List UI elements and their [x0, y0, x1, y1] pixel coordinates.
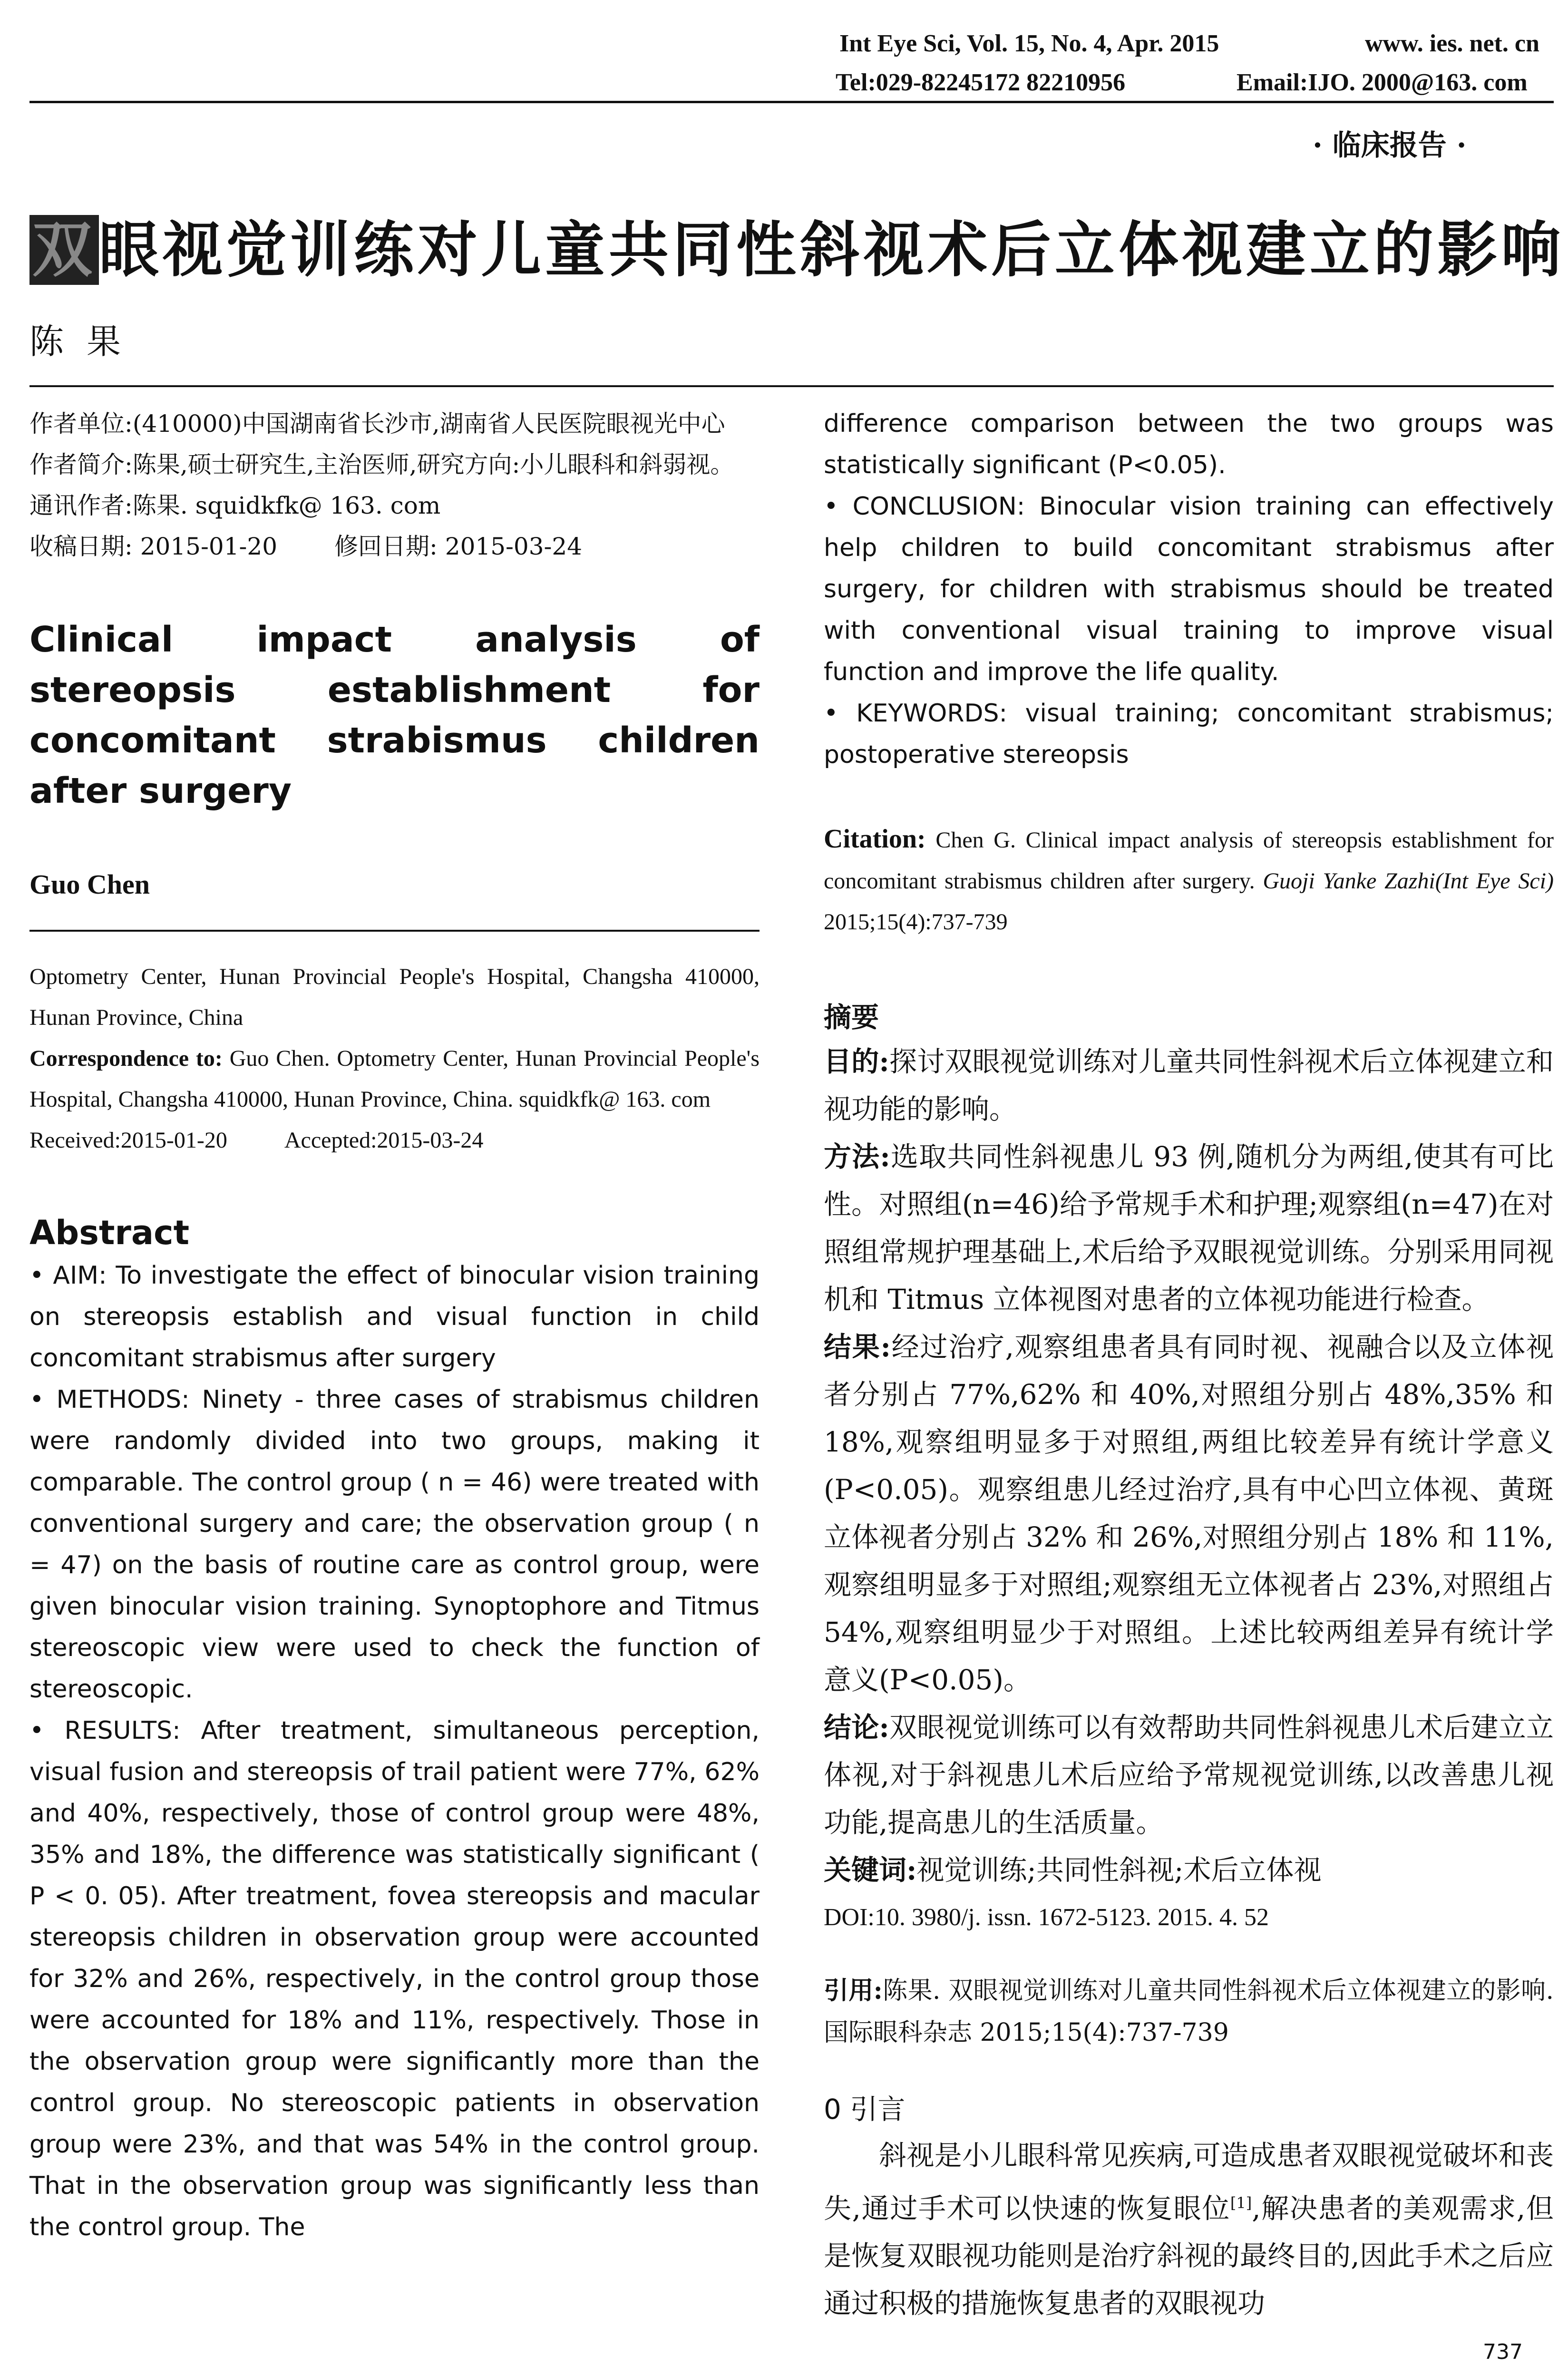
affiliation-cn [29, 403, 760, 567]
abstract-cn-keywords [824, 1846, 1554, 1894]
author-rule [29, 930, 760, 932]
correspondence-en [29, 1038, 760, 1120]
abstract-heading: Abstract [29, 1213, 190, 1252]
intro-heading: 0 引言 [824, 2093, 906, 2125]
purpose-label: 目的: [824, 1045, 889, 1078]
keywords-label: 关键词: [824, 1854, 917, 1886]
abstract-methods: • METHODS: Ninety - three cases of strabismus children were randomly divided into two groups, making it comparable. The control group ( n = 46) were treated with conventional surgery and care; the observation group ( n = 47) on the basis of routine care as control group, were given binocular vision training. Synoptophore and Titmus stereoscopic view were used to check the function of stereoscopic. [29, 1385, 760, 1704]
result-label: 结果: [824, 1331, 891, 1363]
abstract-conclusion: • CONCLUSION: Binocular vision training can effectively help children to build concomitant strabismus after surgery, for children with strabismus should be treated with conventional visual training to improve visual function and improve the life quality. [824, 492, 1554, 686]
page-title [29, 202, 1565, 288]
citation-journal: Guoji Yanke Zazhi(Int Eye Sci) [1263, 868, 1554, 894]
cite-text: 陈果. 双眼视觉训练对儿童共同性斜视术后立体视建立的影响. 国际眼科杂志 2015;15(4):737-739 [824, 1977, 1554, 2047]
english-title: Clinical impact analysis of stereopsis establishment for concomitant strabismus children after surgery [29, 619, 760, 811]
corr-text: Guo Chen. Optometry Center, Hunan Provincial People's Hospital, Changsha 410000, Hunan Province, China. squidkfk@ 163. com [29, 1046, 760, 1112]
result-text: 经过治疗,观察组患者具有同时视、视融合以及立体视者分别占 77%,62% 和 40%,对照组分别占 48%,35% 和 18%,观察组明显多于对照组,两组比较差异有统计学意义(P<0.05)。观察组患儿经过治疗,具有中心凹立体视、黄斑立体视者分别占 32% 和 26%,对照组分别占 18% 和 11%,观察组明显多于对照组;观察组无立体视者占 23%,对照组占 54%,观察组明显少于对照组。上述比较两组差异有统计学意义(P<0.05)。 [824, 1331, 1554, 1696]
affiliation-en: Optometry Center, Hunan Provincial People's Hospital, Changsha 410000, Hunan Province, China [29, 964, 760, 1030]
purpose-text: 探讨双眼视觉训练对儿童共同性斜视术后立体视建立和视功能的影响。 [824, 1045, 1554, 1125]
journal-website: www. ies. net. cn [1365, 30, 1539, 57]
accepted-en: Accepted:2015-03-24 [284, 1128, 484, 1153]
citation-cn [824, 1970, 1554, 2054]
abstract-cn-conclusion [824, 1704, 1554, 1846]
abstract-cn-method [824, 1133, 1554, 1323]
intro-text-2: ,解决患者的美观需求,但是恢复双眼视功能则是治疗斜视的最终目的,因此手术之后应通过积极的措施恢复患者的双眼视功 [824, 2192, 1554, 2320]
abstract-aim: • AIM: To investigate the effect of binocular vision training on stereopsis establish and visual function in child concomitant strabismus after surgery [29, 1261, 760, 1373]
citation-text: Chen G. Clinical impact analysis of stereopsis establishment for concomitant strabismus children after surgery. [824, 828, 1554, 894]
dates-en [29, 1120, 760, 1161]
page-number: 737 [1483, 2340, 1523, 2364]
method-text: 选取共同性斜视患儿 93 例,随机分为两组,使其有可比性。对照组(n=46)给予常规手术和护理;观察组(n=47)在对照组常规护理基础上,术后给予双眼视觉训练。分别采用同视机和 Titmus 立体视图对患者的立体视功能进行检查。 [824, 1140, 1554, 1315]
corr-cn-line: 通讯作者:陈果. squidkfk@ 163. com [29, 492, 441, 519]
abstract-cn-purpose [824, 1038, 1554, 1133]
citation-en [824, 818, 1554, 943]
intro-text-1: 斜视是小儿眼科常见疾病,可造成患者双眼视觉破坏和丧失,通过手术可以快速的恢复眼位 [824, 2139, 1554, 2225]
abstract-cn-heading: 摘要 [824, 1001, 879, 1033]
citation-tail: 2015;15(4):737-739 [824, 909, 1008, 935]
intro-paragraph [824, 2132, 1554, 2327]
section-tag: · 临床报告 · [1313, 129, 1467, 162]
header-rule [29, 101, 1554, 103]
abstract-cn-result [824, 1323, 1554, 1704]
doi: DOI:10. 3980/j. issn. 1672-5123. 2015. 4. 52 [824, 1904, 1269, 1931]
revised-cn: 修回日期: 2015-03-24 [334, 533, 583, 560]
title-rest: 眼视觉训练对儿童共同性斜视术后立体视建立的影响 [99, 215, 1565, 285]
results-continued: difference comparison between the two groups was statistically significant (P<0.05). [824, 409, 1554, 479]
title-rule [29, 385, 1554, 387]
title-first-char: 双 [29, 215, 99, 285]
journal-line: Int Eye Sci, Vol. 15, No. 4, Apr. 2015 [839, 30, 1219, 57]
keywords-text: 视觉训练;共同性斜视;术后立体视 [916, 1854, 1322, 1886]
conclusion-text: 双眼视觉训练可以有效帮助共同性斜视患儿术后建立立体视,对于斜视患儿术后应给予常规视觉训练,以改善患儿视功能,提高患儿的生活质量。 [824, 1711, 1554, 1839]
left-column [29, 403, 760, 2248]
intro-reference[interactable]: [1] [1230, 2194, 1252, 2212]
right-column [824, 403, 1554, 2327]
conclusion-label: 结论: [824, 1711, 889, 1744]
tel-line: Tel:029-82245172 82210956 [836, 69, 1126, 96]
abstract-results: • RESULTS: After treatment, simultaneous perception, visual fusion and stereopsis of trail patient were 77%, 62% and 40%, respectively, those of control group were 48%, 35% and 18%, the difference was statistically significant ( P < 0. 05). After treatment, fovea stereopsis and macular stereopsis children in observation group were accounted for 32% and 26%, respectively, in the control group those were accounted for 18% and 11%, respectively. Those in the observation group were significantly more than the control group. No stereoscopic patients in observation group were 23%, and that was 54% in the control group. That in the observation group was significantly less than the control group. The [29, 1716, 760, 2241]
abstract-keywords: • KEYWORDS: visual training; concomitant strabismus; postoperative stereopsis [824, 699, 1554, 769]
email-line: Email:IJO. 2000@163. com [1237, 69, 1528, 96]
citation-label: Citation: [824, 824, 926, 854]
author-cn: 陈果 [29, 321, 144, 361]
author-en: Guo Chen [29, 869, 150, 900]
received-cn: 收稿日期: 2015-01-20 [29, 533, 278, 560]
method-label: 方法: [824, 1140, 890, 1173]
affil-line: 作者单位:(410000)中国湖南省长沙市,湖南省人民医院眼视光中心 [29, 410, 725, 438]
cite-label: 引用: [824, 1976, 883, 2005]
bio-line: 作者简介:陈果,硕士研究生,主治医师,研究方向:小儿眼科和斜弱视。 [29, 451, 734, 478]
corr-label: Correspondence to: [29, 1046, 223, 1071]
received-en: Received:2015-01-20 [29, 1128, 227, 1153]
dates-cn-line [29, 526, 760, 567]
